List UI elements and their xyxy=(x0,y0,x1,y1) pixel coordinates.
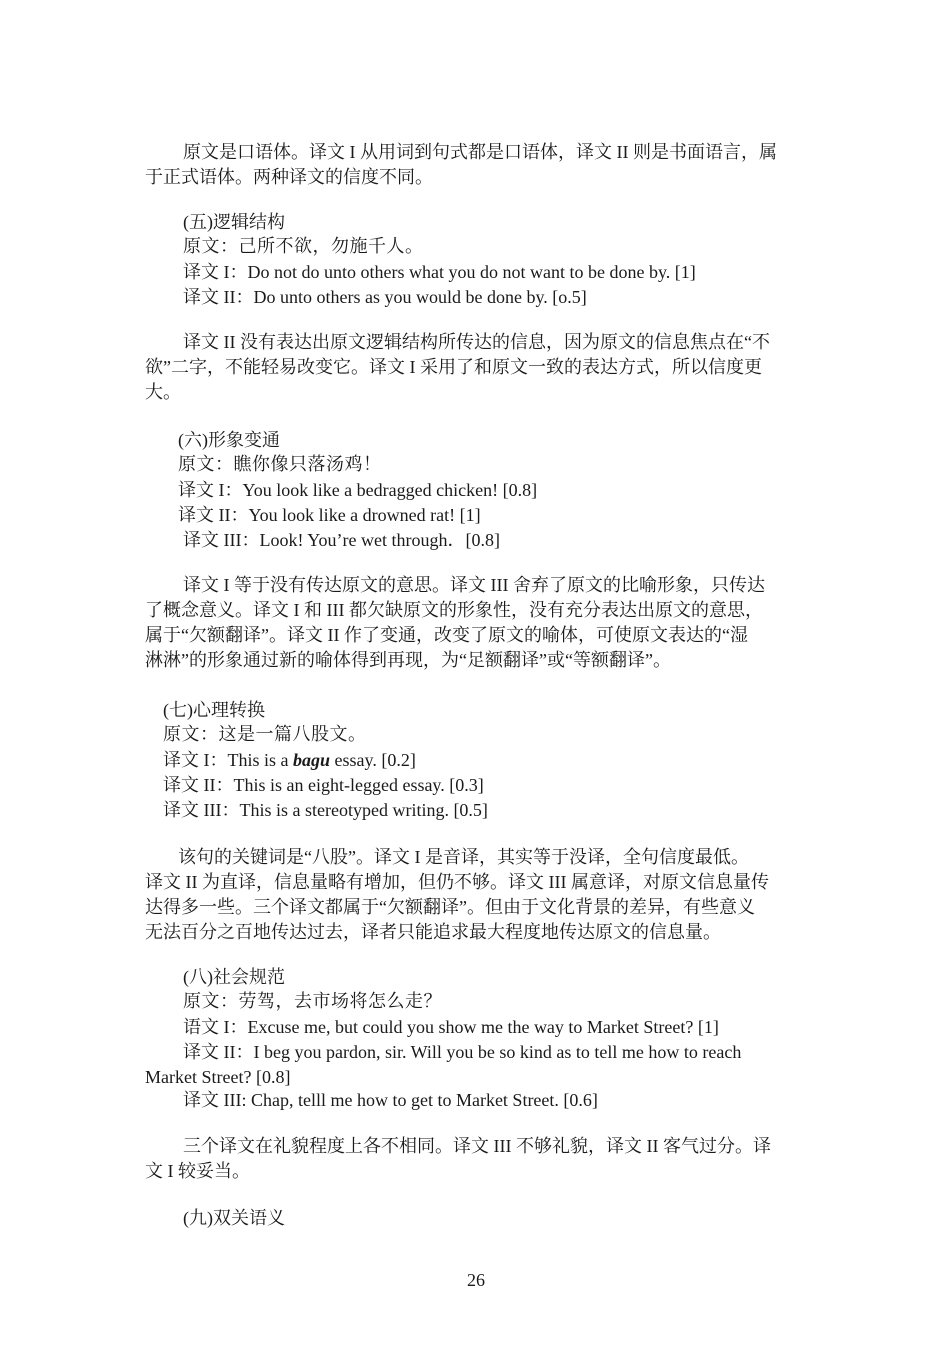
commentary-line: 了概念意义。译文 I 和 III 都欠缺原文的形象性，没有充分表达出原文的意思， xyxy=(145,600,763,620)
intro-line: 原文是口语体。译文 I 从用词到句式都是口语体，译文 II 则是书面语言，属 xyxy=(183,142,777,162)
commentary-line: 属于“欠额翻译”。译文 II 作了变通，改变了原文的喻体，可使原文表达的“湿 xyxy=(145,625,748,645)
italic-term: bagu xyxy=(293,750,331,770)
commentary-line: 淋淋”的形象通过新的喻体得到再现，为“足额翻译”或“等额翻译”。 xyxy=(145,650,671,670)
commentary-line: 译文 I 等于没有传达原文的意思。译文 III 舍弃了原文的比喻形象，只传达 xyxy=(183,575,765,595)
translation-line: 译文 II：You look like a drowned rat! [1] xyxy=(178,505,481,525)
commentary-line: 欲”二字，不能轻易改变它。译文 I 采用了和原文一致的表达方式，所以信度更 xyxy=(145,357,762,377)
commentary-line: 译文 II 没有表达出原文逻辑结构所传达的信息，因为原文的信息焦点在“不 xyxy=(183,332,770,352)
intro-line: 于正式语体。两种译文的信度不同。 xyxy=(145,167,433,187)
page-number: 26 xyxy=(467,1270,485,1290)
translation-line: 译文 III：This is a stereotyped writing. [0.5] xyxy=(163,800,488,820)
commentary-line: 大。 xyxy=(145,382,181,402)
section-heading: (七)心理转换 xyxy=(163,700,265,720)
commentary-line: 译文 II 为直译，信息量略有增加，但仍不够。译文 III 属意译，对原文信息量传 xyxy=(145,872,769,892)
translation-suffix: essay. [0.2] xyxy=(330,750,416,770)
commentary-line: 无法百分之百地传达过去，译者只能追求最大程度地传达原文的信息量。 xyxy=(145,922,721,942)
translation-line: 译文 I：Do not do unto others what you do not want to be done by. [1] xyxy=(183,262,696,282)
commentary-line: 三个译文在礼貌程度上各不相同。译文 III 不够礼貌，译文 II 客气过分。译 xyxy=(183,1136,771,1156)
commentary-line: 文 I 较妥当。 xyxy=(145,1161,250,1181)
section-heading: (八)社会规范 xyxy=(183,967,285,987)
translation-prefix: 译文 I：This is a xyxy=(163,750,293,770)
commentary-line: 该句的关键词是“八股”。译文 I 是音译，其实等于没译，全句信度最低。 xyxy=(178,847,749,867)
translation-line: 译文 III：Look! You’re wet through．[0.8] xyxy=(183,530,500,550)
source-text: 原文：瞧你像只落汤鸡！ xyxy=(178,454,382,475)
commentary-line: 达得多一些。三个译文都属于“欠额翻译”。但由于文化背景的差异，有些意义 xyxy=(145,897,755,917)
translation-line: 译文 II：This is an eight-legged essay. [0.3] xyxy=(163,775,484,795)
translation-line: 译文 I：You look like a bedragged chicken! [0.8] xyxy=(178,480,538,500)
source-text: 原文：这是一篇八股文。 xyxy=(163,724,367,745)
section-heading: (九)双关语义 xyxy=(183,1208,285,1228)
translation-line: 语文 I：Excuse me, but could you show me the way to Market Street? [1] xyxy=(183,1017,719,1037)
source-text: 原文：劳驾，去市场将怎么走？ xyxy=(183,991,442,1012)
translation-line: 译文 III: Chap, telll me how to get to Market Street. [0.6] xyxy=(183,1090,598,1110)
source-text: 原文：己所不欲，勿施千人。 xyxy=(183,236,424,257)
translation-line: Market Street? [0.8] xyxy=(145,1067,291,1087)
translation-line xyxy=(163,748,416,772)
translation-line: 译文 II：Do unto others as you would be done by. [o.5] xyxy=(183,287,587,307)
section-heading: (六)形象变通 xyxy=(178,430,280,450)
section-heading: (五)逻辑结构 xyxy=(183,212,285,232)
translation-line: 译文 II：I beg you pardon, sir. Will you be so kind as to tell me how to reach xyxy=(183,1042,742,1062)
